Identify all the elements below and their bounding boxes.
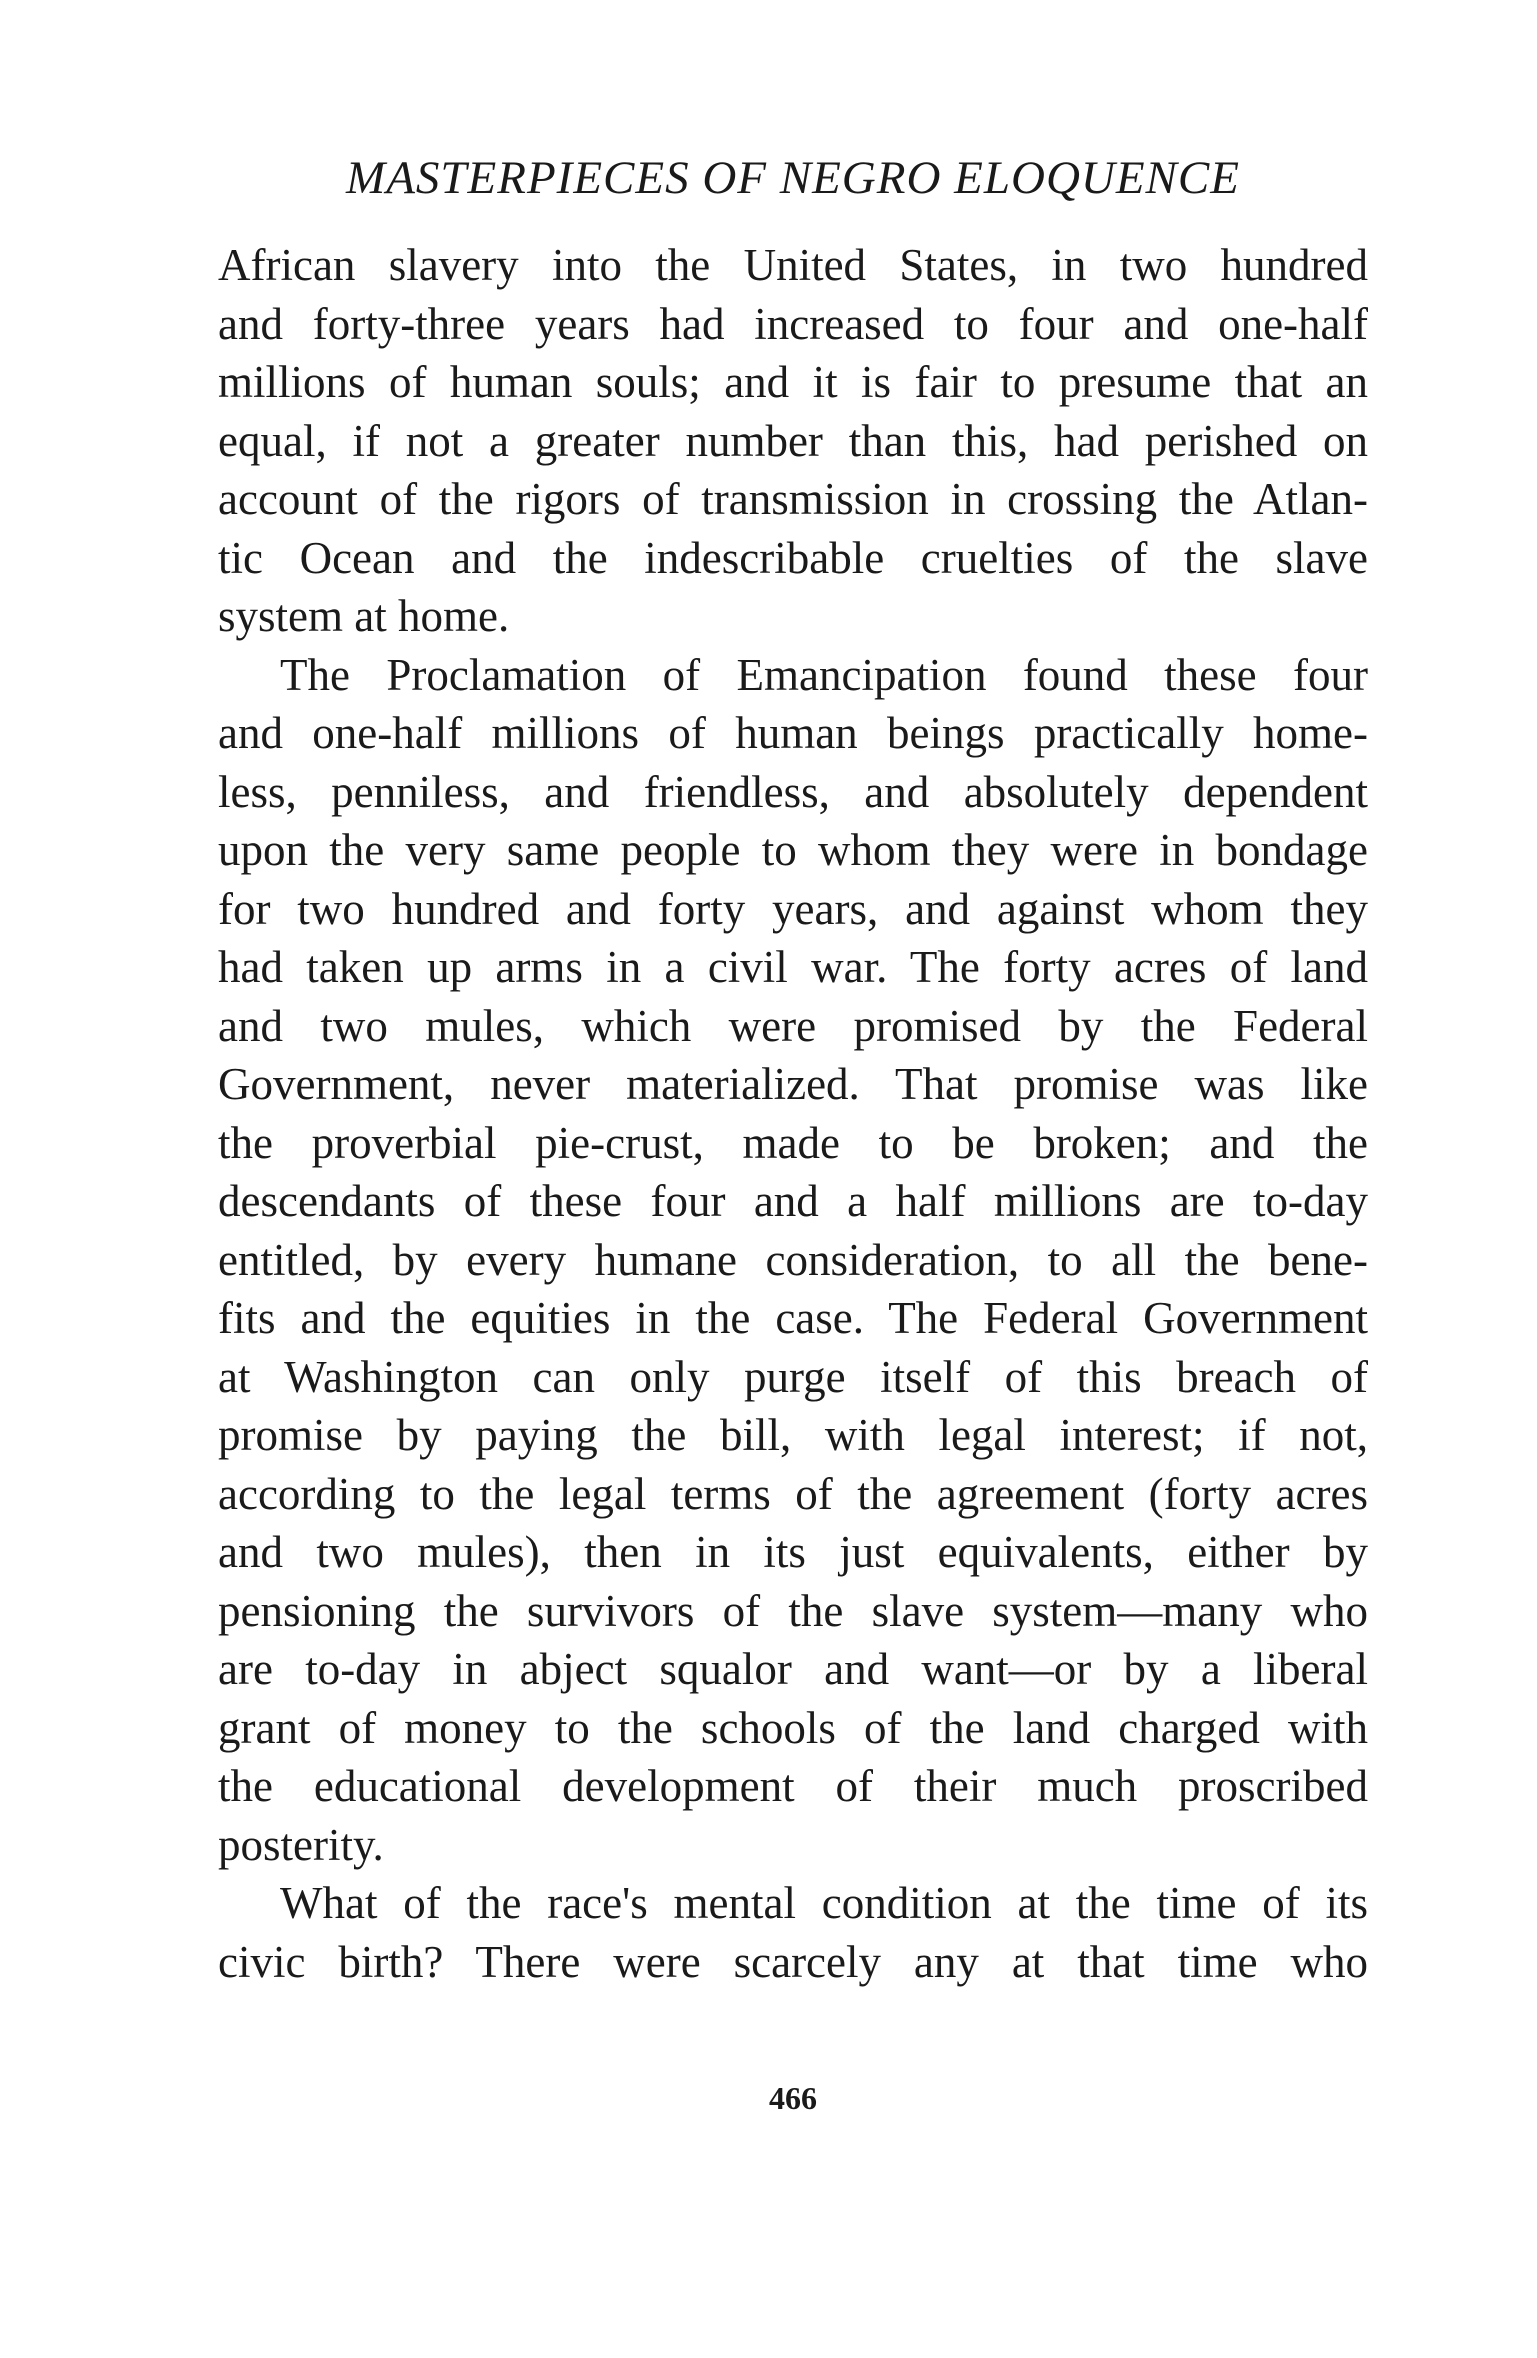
text-line: promise by paying the bill, with legal interest; if not, bbox=[218, 1410, 1368, 1460]
text-line: descendants of these four and a half millions are to-day bbox=[218, 1176, 1368, 1226]
book-page bbox=[218, 150, 1368, 2116]
text-line: grant of money to the schools of the land charged with bbox=[218, 1702, 1368, 1753]
text-line: pensioning the survivors of the slave system—many who bbox=[218, 1585, 1368, 1636]
page-number: 466 bbox=[769, 2080, 817, 2116]
text-line: What of the race's mental condition at the time of its bbox=[280, 1878, 1368, 1928]
text-line: are to-day in abject squalor and want—or by a liberal bbox=[218, 1644, 1368, 1694]
text-line: Government, never materialized. That promise was like bbox=[218, 1059, 1368, 1109]
text-line: African slavery into the United States, in two hundred bbox=[218, 240, 1368, 290]
text-line: upon the very same people to whom they were in bondage bbox=[218, 825, 1368, 875]
text-line: the proverbial pie-crust, made to be broken; and the bbox=[218, 1117, 1368, 1168]
text-line: and two mules), then in its just equivalents, either by bbox=[218, 1527, 1368, 1577]
text-line: according to the legal terms of the agreement (forty acres bbox=[218, 1468, 1368, 1519]
text-line: fits and the equities in the case. The Federal Government bbox=[218, 1293, 1368, 1343]
text-line: tic Ocean and the indescribable cruelties of the slave bbox=[218, 532, 1368, 583]
text-line: civic birth? There were scarcely any at that time who bbox=[218, 1936, 1368, 1987]
text-line: the educational development of their much proscribed bbox=[218, 1761, 1368, 1811]
paragraph-1 bbox=[218, 236, 1368, 646]
text-line: less, penniless, and friendless, and absolutely dependent bbox=[218, 766, 1368, 817]
paragraph-2 bbox=[218, 646, 1368, 1875]
text-line: entitled, by every humane consideration, to all the bene- bbox=[218, 1234, 1368, 1285]
text-line: equal, if not a greater number than this, had perished on bbox=[218, 415, 1368, 466]
running-title: MASTERPIECES OF NEGRO ELOQUENCE bbox=[346, 152, 1240, 204]
text-line: account of the rigors of transmission in crossing the Atlan- bbox=[218, 474, 1368, 524]
text-line: The Proclamation of Emancipation found these four bbox=[280, 649, 1368, 700]
text-line: and one-half millions of human beings practically home- bbox=[218, 708, 1368, 758]
text-line: had taken up arms in a civil war. The forty acres of land bbox=[218, 942, 1368, 992]
text-line: posterity. bbox=[218, 1819, 384, 1870]
text-line: system at home. bbox=[218, 591, 510, 641]
text-line: millions of human souls; and it is fair to presume that an bbox=[218, 357, 1368, 407]
text-line: and forty-three years had increased to four and one-half bbox=[218, 298, 1368, 349]
text-line: at Washington can only purge itself of this breach of bbox=[218, 1351, 1368, 1402]
paragraph-3 bbox=[218, 1874, 1368, 1991]
text-line: for two hundred and forty years, and against whom they bbox=[218, 883, 1368, 934]
text-line: and two mules, which were promised by the Federal bbox=[218, 1000, 1368, 1051]
